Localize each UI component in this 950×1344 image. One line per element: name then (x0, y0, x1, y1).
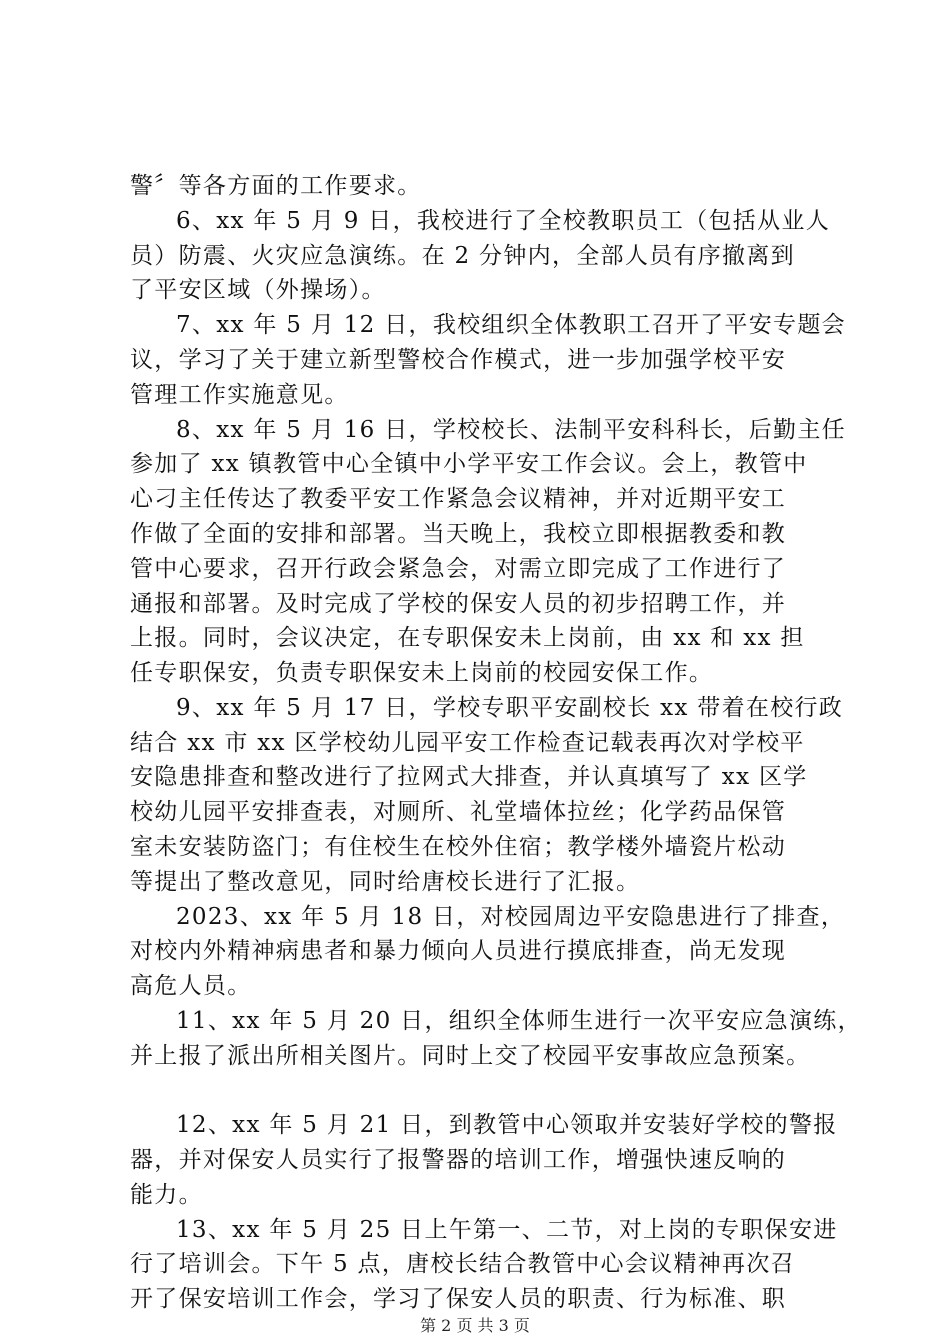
text-line: 并上报了派出所相关图片。同时上交了校园平安事故应急预案。 (130, 1043, 811, 1069)
text-line: 员）防震、火灾应急演练。在 2 分钟内，全部人员有序撤离到 (130, 243, 795, 269)
text-line: 通报和部署。及时完成了学校的保安人员的初步招聘工作，并 (130, 591, 787, 617)
text-line: 管理工作实施意见。 (130, 382, 349, 408)
text-line: 作做了全面的安排和部署。当天晚上，我校立即根据教委和教 (130, 521, 787, 547)
paragraph-12-line-1: 12、xx 年 5 月 21 日，到教管中心领取并安装好学校的警报 (176, 1112, 838, 1138)
text-line: 开了保安培训工作会，学习了保安人员的职责、行为标准、职 (130, 1286, 787, 1312)
text-line: 警〞等各方面的工作要求。 (130, 173, 422, 199)
text-line: 心刁主任传达了教委平安工作紧急会议精神，并对近期平安工 (130, 486, 787, 512)
paragraph-10-line-1: 2023、xx 年 5 月 18 日，对校园周边平安隐患进行了排查， (176, 904, 846, 930)
text-line: 高危人员。 (130, 973, 252, 999)
text-line: 安隐患排查和整改进行了拉网式大排查，并认真填写了 xx 区学 (130, 764, 808, 790)
text-line: 能力。 (130, 1182, 203, 1208)
text-line: 议，学习了关于建立新型警校合作模式，进一步加强学校平安 (130, 347, 787, 373)
paragraph-11-line-1: 11、xx 年 5 月 20 日，组织全体师生进行一次平安应急演练， (176, 1008, 862, 1034)
text-line: 室未安装防盗门；有住校生在校外住宿；教学楼外墙瓷片松动 (130, 834, 787, 860)
paragraph-7-line-1: 7、xx 年 5 月 12 日，我校组织全体教职工召开了平安专题会 (176, 312, 846, 338)
paragraph-8-line-1: 8、xx 年 5 月 16 日，学校校长、法制平安科科长，后勤主任 (176, 417, 846, 443)
page-number-footer: 第 2 页 共 3 页 (420, 1316, 530, 1335)
text-line: 校幼儿园平安排查表，对厕所、礼堂墙体拉丝；化学药品保管 (130, 799, 787, 825)
text-line: 了平安区域（外操场）。 (130, 277, 386, 303)
paragraph-6-line-1: 6、xx 年 5 月 9 日，我校进行了全校教职员工（包括从业人 (176, 208, 830, 234)
text-line: 参加了 xx 镇教管中心全镇中小学平安工作会议。会上，教管中 (130, 451, 808, 477)
text-line: 上报。同时，会议决定，在专职保安未上岗前，由 xx 和 xx 担 (130, 625, 805, 651)
paragraph-13-line-1: 13、xx 年 5 月 25 日上午第一、二节，对上岗的专职保安进 (176, 1217, 838, 1243)
text-line: 器，并对保安人员实行了报警器的培训工作，增强快速反响的 (130, 1147, 787, 1173)
text-line: 管中心要求，召开行政会紧急会，对需立即完成了工作进行了 (130, 556, 787, 582)
text-line: 任专职保安，负责专职保安未上岗前的校园安保工作。 (130, 660, 714, 686)
text-line: 对校内外精神病患者和暴力倾向人员进行摸底排查，尚无发现 (130, 938, 787, 964)
paragraph-9-line-1: 9、xx 年 5 月 17 日，学校专职平安副校长 xx 带着在校行政 (176, 695, 844, 721)
text-line: 行了培训会。下午 5 点，唐校长结合教管中心会议精神再次召 (130, 1251, 795, 1277)
text-line: 等提出了整改意见，同时给唐校长进行了汇报。 (130, 869, 641, 895)
text-line: 结合 xx 市 xx 区学校幼儿园平安工作检查记载表再次对学校平 (130, 730, 805, 756)
